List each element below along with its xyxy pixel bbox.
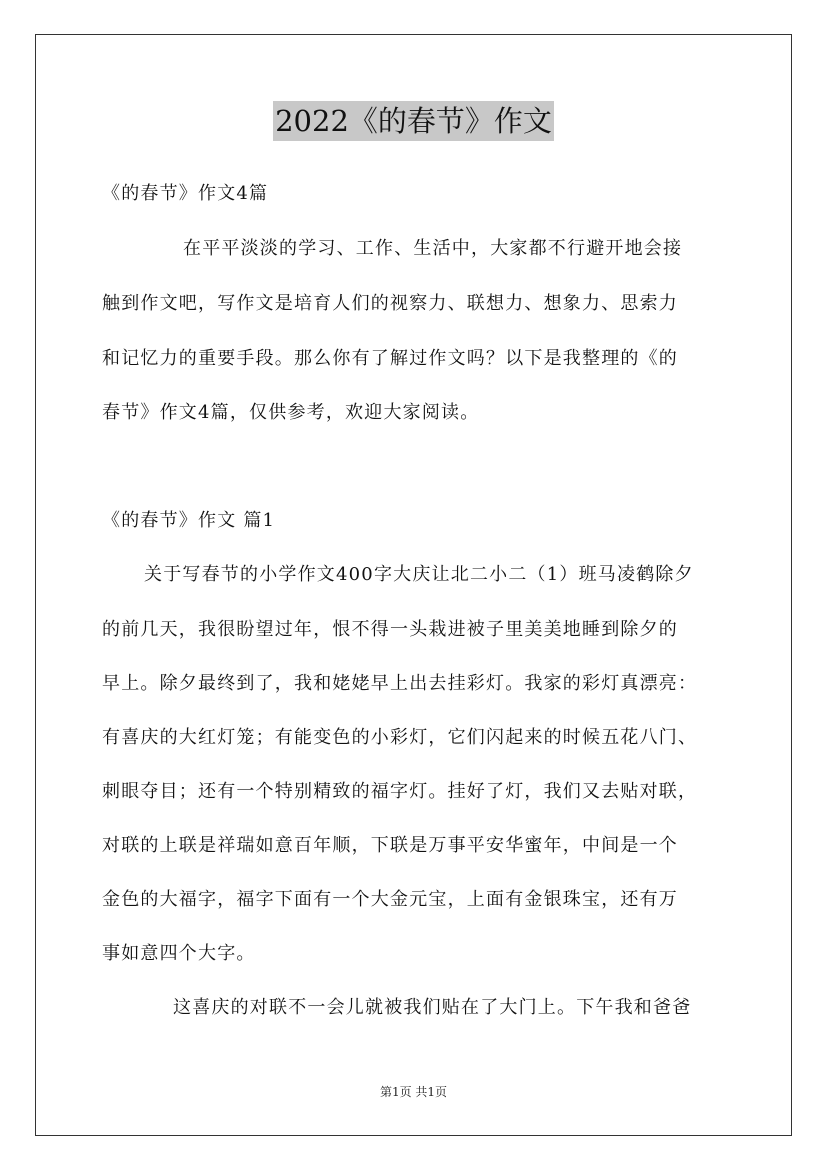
- intro-line: 在平平淡淡的学习、工作、生活中，大家都不行避开地会接: [183, 238, 683, 259]
- section-heading: 《的春节》作文 篇1: [102, 510, 276, 531]
- intro-line: 触到作文吧，写作文是培育人们的视察力、联想力、想象力、思索力: [102, 293, 678, 314]
- body-line: 金色的大福字，福字下面有一个大金元宝，上面有金银珠宝，还有万: [102, 889, 678, 910]
- page-footer: 第1页 共1页: [379, 1085, 448, 1099]
- body-line: 这喜庆的对联不一会儿就被我们贴在了大门上。下午我和爸爸: [173, 997, 692, 1018]
- document-subtitle: 《的春节》作文4篇: [102, 183, 269, 204]
- intro-line: 春节》作文4篇，仅供参考，欢迎大家阅读。: [102, 402, 480, 423]
- title-container: [0, 101, 827, 141]
- body-line: 对联的上联是祥瑞如意百年顺，下联是万事平安华蜜年，中间是一个: [102, 835, 678, 856]
- body-line: 的前几天，我很盼望过年，恨不得一头栽进被子里美美地睡到除夕的: [102, 619, 678, 640]
- intro-line: 和记忆力的重要手段。那么你有了解过作文吗？以下是我整理的《的: [102, 348, 678, 369]
- body-line: 早上。除夕最终到了，我和姥姥早上出去挂彩灯。我家的彩灯真漂亮：: [102, 673, 698, 694]
- body-line: 关于写春节的小学作文400字大庆让北二小二（1）班马凌鹤除夕: [144, 564, 694, 585]
- body-line: 事如意四个大字。: [102, 943, 256, 964]
- document-title: 2022《的春节》作文: [273, 101, 554, 141]
- body-line: 有喜庆的大红灯笼；有能变色的小彩灯，它们闪起来的时候五花八门、: [102, 727, 698, 748]
- body-line: 刺眼夺目；还有一个特别精致的福字灯。挂好了灯，我们又去贴对联，: [102, 781, 698, 802]
